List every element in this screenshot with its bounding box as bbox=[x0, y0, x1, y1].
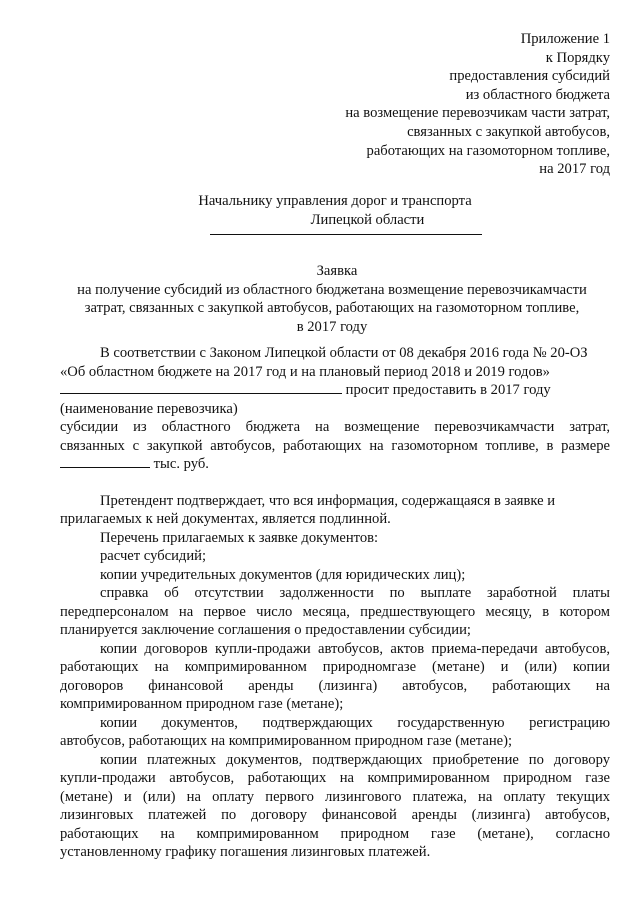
list-item-cont: лизинговых платежей по договору финансовой аренды (лизинга) автобусов, bbox=[60, 807, 610, 823]
list-item-cont: работающих на компримированном природномгазе (метане) и (или) копии bbox=[60, 659, 610, 675]
body-text: тыс. руб. bbox=[153, 456, 209, 472]
list-item-cont: работающих на компримированном природном газе (метане), согласно bbox=[60, 825, 610, 842]
list-item-cont: купли-продажи автобусов, работающих на компримированном природном газе bbox=[60, 770, 610, 786]
body-line: субсидии из областного бюджета на возмещение перевозчикамчасти затрат, bbox=[60, 419, 610, 435]
body-line: В соответствии с Законом Липецкой области от 08 декабря 2016 года № 20-ОЗ bbox=[100, 345, 588, 361]
list-item: копии платежных документов, подтверждающих приобретение по договору bbox=[100, 751, 610, 768]
title-line-2: затрат, связанных с закупкой автобусов, работающих на газомоторном топливе, bbox=[84, 300, 580, 316]
appendix-line: из областного бюджета bbox=[465, 86, 610, 103]
appendix-line: к Порядку bbox=[545, 49, 610, 66]
list-item: копии договоров купли-продажи автобусов, актов приема-передачи автобусов, bbox=[100, 640, 610, 657]
body-line: связанных с закупкой автобусов, работающих на газомоторном топливе, в размере bbox=[60, 437, 610, 454]
document-body bbox=[60, 344, 610, 862]
carrier-caption: (наименование перевозчика) bbox=[60, 400, 238, 417]
list-intro: Перечень прилагаемых к заявке документов: bbox=[100, 529, 379, 546]
body-line: «Об областном бюджете на 2017 год и на плановый период 2018 и 2019 годов» bbox=[60, 363, 550, 380]
appendix-header bbox=[345, 30, 610, 179]
document-title: Заявка bbox=[316, 263, 358, 279]
amount-blank bbox=[60, 455, 150, 468]
carrier-name-line bbox=[60, 381, 610, 400]
appendix-line: работающих на газомоторном топливе, bbox=[366, 142, 610, 159]
spacer bbox=[60, 474, 610, 492]
list-item-cont: (метане) и (или) на оплату первого лизингового платежа, на оплату текущих bbox=[60, 788, 610, 805]
title-line-3: в 2017 году bbox=[296, 318, 368, 335]
list-item-cont: компримированном природном газе (метане); bbox=[60, 696, 344, 712]
list-item: копии документов, подтверждающих государственную регистрацию bbox=[100, 714, 610, 731]
appendix-line: на возмещение перевозчикам части затрат, bbox=[345, 105, 610, 122]
carrier-name-blank bbox=[60, 381, 342, 394]
addressee-underline bbox=[210, 234, 482, 235]
list-item: копии учредительных документов (для юридических лиц); bbox=[100, 566, 466, 583]
amount-line bbox=[60, 455, 610, 474]
appendix-line: предоставления субсидий bbox=[449, 68, 610, 85]
list-item-cont: планируется заключение соглашения о предоставлении субсидии; bbox=[60, 622, 471, 638]
list-item-cont: договоров финансовой аренды (лизинга) автобусов, работающих на bbox=[60, 677, 610, 694]
appendix-line: на 2017 год bbox=[539, 161, 610, 178]
list-item: справка об отсутствии задолженности по выплате заработной платы bbox=[100, 585, 610, 601]
appendix-line: Приложение 1 bbox=[520, 31, 610, 47]
list-item-cont: автобусов, работающих на компримированном природном газе (метане); bbox=[60, 733, 513, 749]
list-item-cont: передперсоналом на первое число месяца, предшествующего месяцу, в котором bbox=[60, 603, 610, 620]
list-item: расчет субсидий; bbox=[100, 548, 207, 564]
body-text: просит предоставить в 2017 году bbox=[345, 382, 551, 398]
appendix-line: связанных с закупкой автобусов, bbox=[407, 123, 610, 140]
addressee-block bbox=[0, 192, 640, 229]
title-block bbox=[60, 262, 604, 336]
addressee-line-2: Липецкой области bbox=[310, 211, 425, 228]
addressee-line-1: Начальнику управления дорог и транспорта bbox=[198, 193, 472, 209]
list-item-cont: установленному графику погашения лизинговых платежей. bbox=[60, 844, 431, 860]
title-line-1: на получение субсидий из областного бюджетана возмещение перевозчикамчасти bbox=[77, 281, 587, 298]
body-line: прилагаемых к ней документах, является подлинной. bbox=[60, 511, 391, 527]
body-line: Претендент подтверждает, что вся информация, содержащаяся в заявке и bbox=[100, 492, 556, 509]
